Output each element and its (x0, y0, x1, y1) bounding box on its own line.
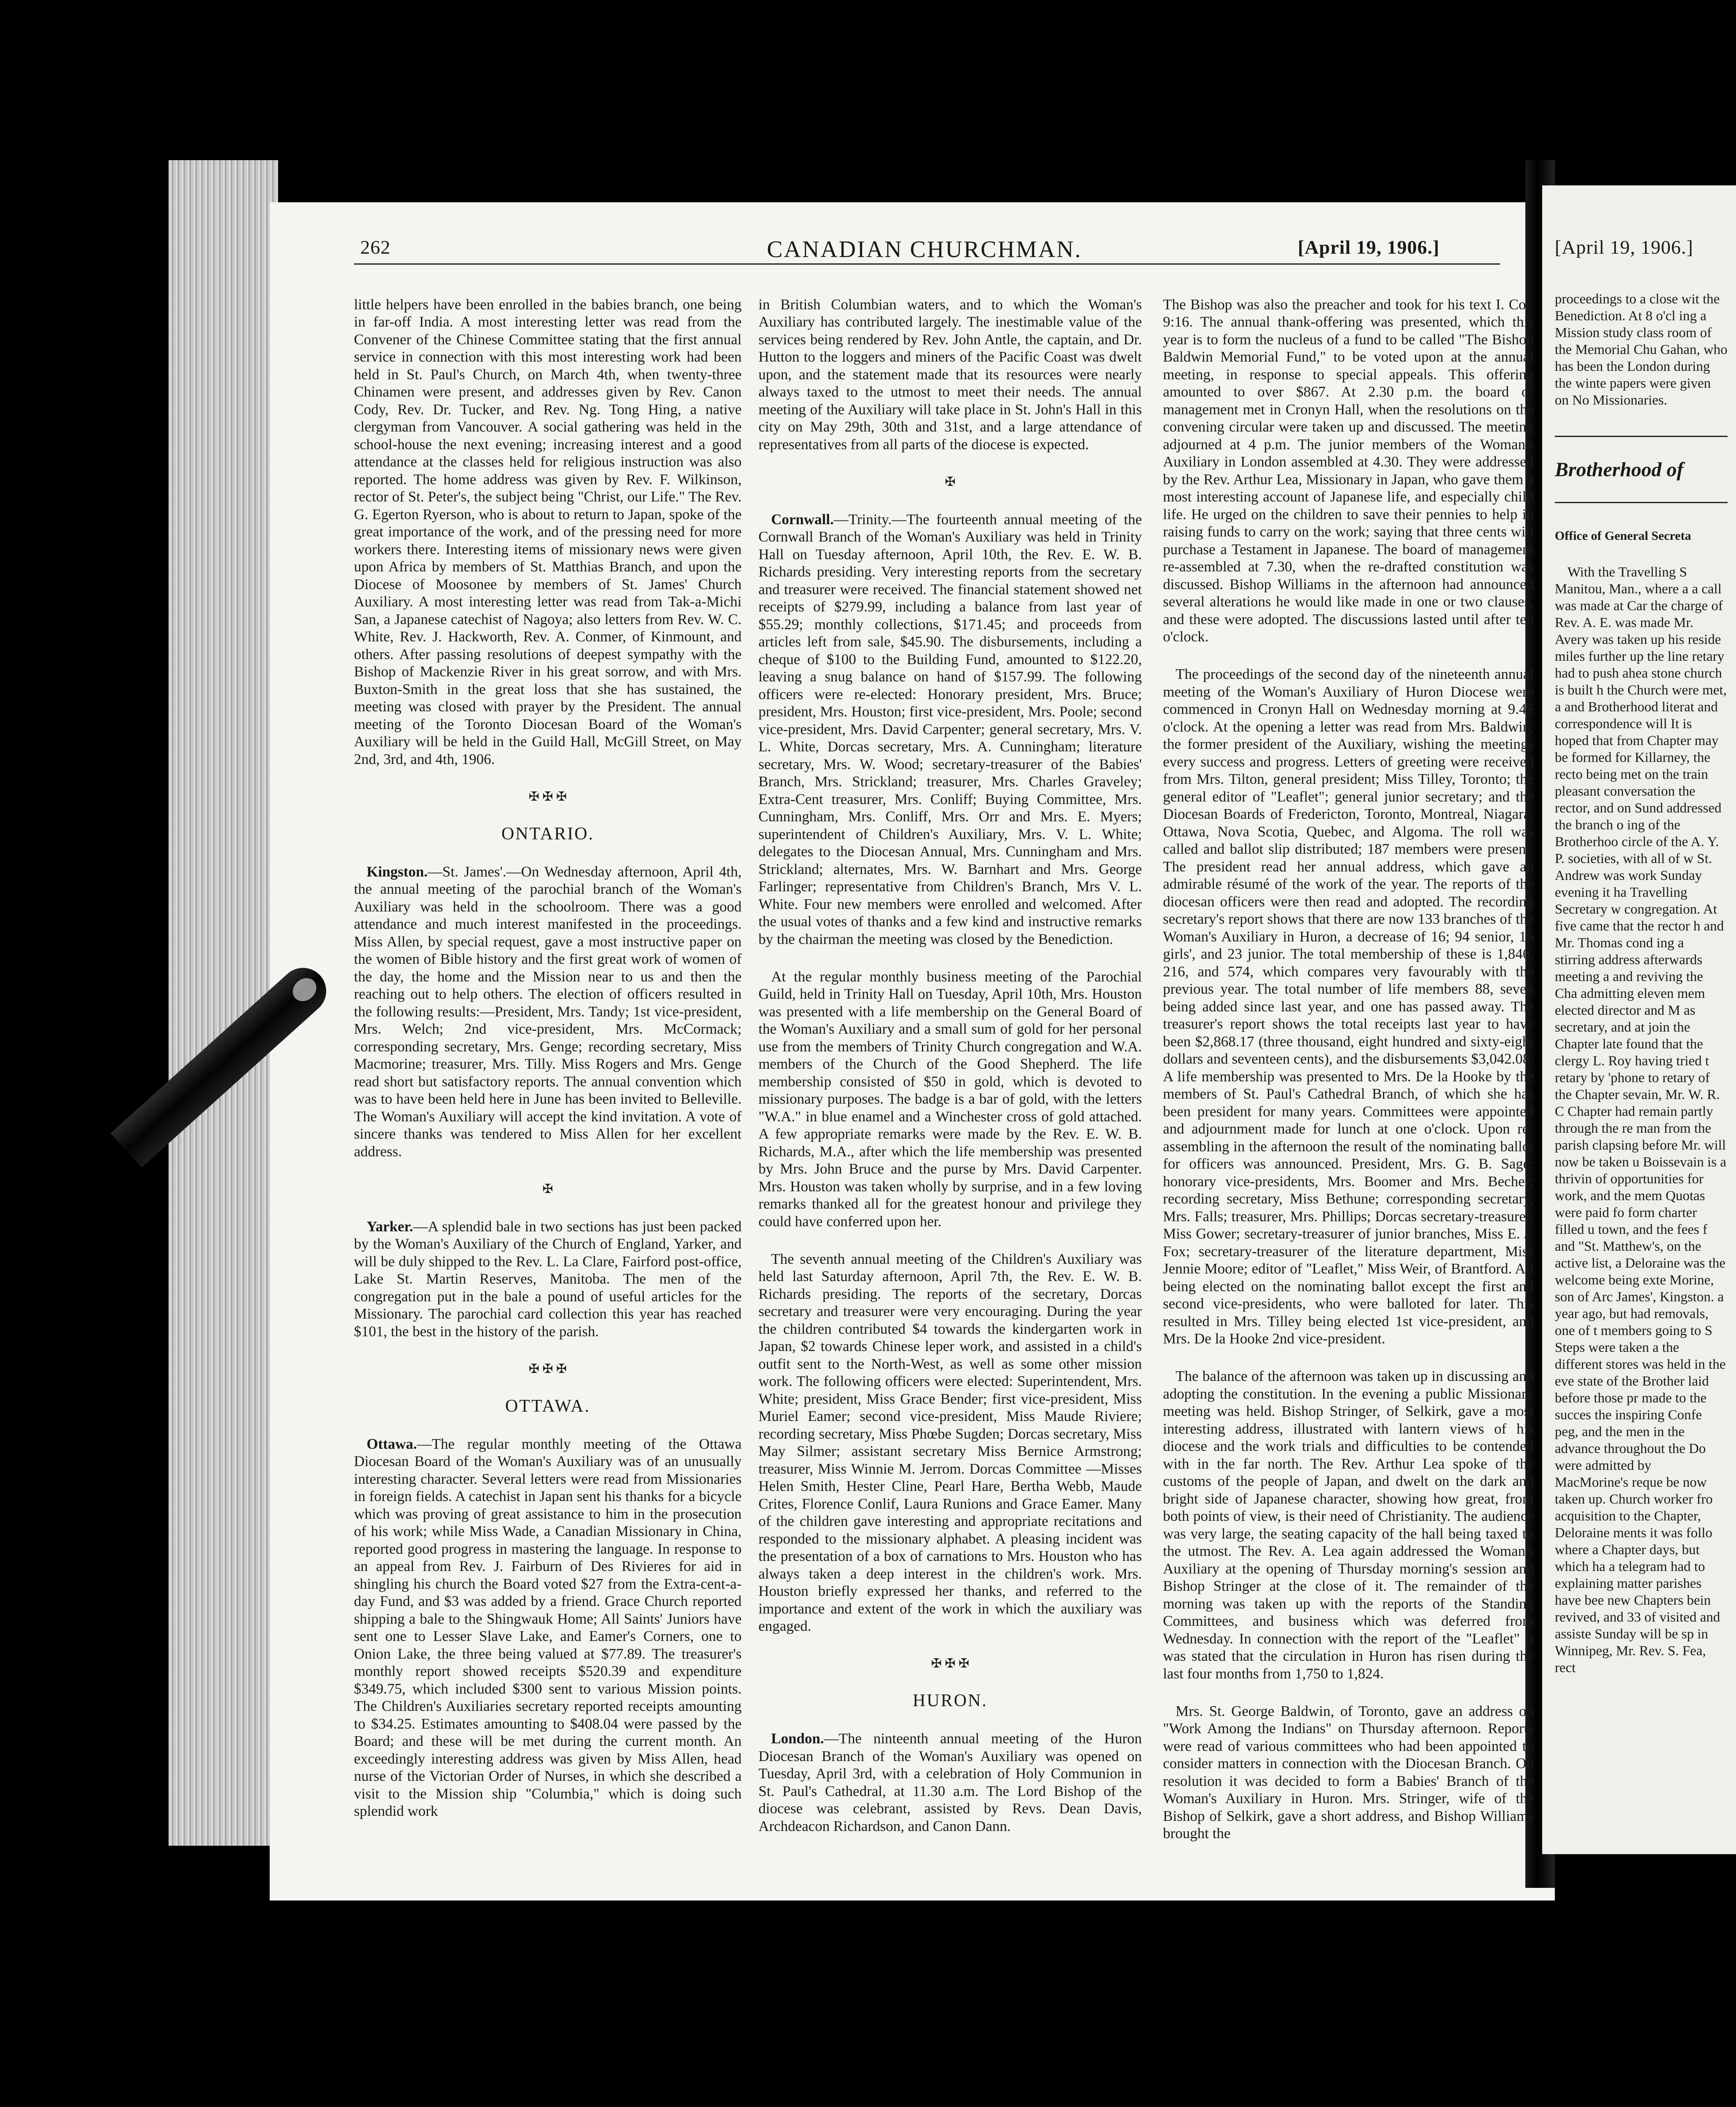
ornament: ✠ ✠ ✠ (528, 1362, 567, 1376)
huron-evening-paragraph: The balance of the afternoon was taken up in discussing and adopting the constitution. In the evening a public Missionary meeting was held. Bishop Stringer, of Selkirk, gave a most interesting address, illustrated with lantern views of his diocese and the work trials and difficulties to be contended with in the far north. The Rev. Arthur Lea spoke of the customs of the people of Japan, and dwelt on the dark and bright side of Japanese character, showing how great, from both points of view, is their need of Christianity. The audience was very large, the seating capacity of the hall being taxed to the utmost. The Rev. A. Lea again addressed the Woman's Auxiliary at the opening of Thursday morning's session and Bishop Stringer at the close of it. The remainder of the morning was taken up with the reports of the Standing Committees, and business which was deferred from Wednesday. In connection with the report of the "Leaflet" it was stated that the circulation in Huron has risen during the last four months from 1,750 to 1,824. (1163, 1368, 1534, 1682)
ottawa-text: —The regular monthly meeting of the Ottawa Diocesan Board of the Woman's Auxiliary was of an unusually interesting character. Several letters were read from Missionaries in foreign fields. A catechist in Japan sent his thanks for a bicycle which was proving of great assistance to him in the prosecution of his work; while Miss Wade, a Canadian Missionary in China, reported good progress in mastering the language. In response to an appeal from Rev. J. Fairburn of Des Rivieres for aid in shingling his church the Board voted $27 from the Extra-cent-a-day Fund, and $3 was added by a friend. Grace Church reported shipping a bale to the Shingwauk Home; All Saints' Juniors have sent one to Lesser Slave Lake, and Eamer's Corners, one to Onion Lake, the three being valued at $77.89. The treasurer's monthly report showed receipts $520.39 and expenditure $349.75, which included $300 sent to various Mission points. The Children's Auxiliaries secretary reported receipts amounting to $34.25. Estimates amounting to $408.04 were passed by the Board; and these will be met during the current month. An exceedingly interesting address was given by Miss Allen, head nurse of the Victorian Order of Nurses, in which she described a visit to the Mission ship "Columbia," which is doing such splendid work (354, 1435, 742, 1819)
section-heading-huron: HURON. (913, 1691, 988, 1710)
column-2 (758, 278, 1142, 1913)
parochial-guild-paragraph: At the regular monthly business meeting of the Parochial Guild, held in Trinity Hall on Tuesday, April 10th, Mrs. Houston was presented with a life membership on the General Board of the Woman's Auxiliary and a small sum of gold for her personal use from the members of Trinity Church congregation and W.A. members of the Church of the Good Shepherd. The life membership consisted of $50 in gold, which is devoted to missionary purposes. The badge is a bar of gold, with the letters "W.A." in blue enamel and a Winchester cross of gold attached. A few appropriate remarks were made by the Rev. E. W. B. Richards, M.A., after which the life membership was presented by Mrs. John Bruce and the purse by Mrs. David Carpenter. Mrs. Houston was taken wholly by surprise, and in a few loving remarks thanked all for the greatest honour and privilege they could have conferred upon her. (758, 968, 1142, 1230)
column-3 (1163, 278, 1534, 1913)
cornwall-text: —Trinity.—The fourteenth annual meeting of the Cornwall Branch of the Woman's Auxiliary was held in Trinity Hall on Tuesday afternoon, April 10th, the Rev. E. W. B. Richards presiding. Very interesting reports from the secretary and treasurer were received. The financial statement showed net receipts of $279.99, including a balance from last year of $55.29; monthly collections, $171.45; and proceeds from articles left from sale, $45.90. The disbursements, including a cheque of $100 to the Building Fund, amounted to $122.20, leaving a snug balance on hand of $157.99. The following officers were re-elected: Honorary president, Mrs. Bruce; president, Mrs. Houston; first vice-president, Mrs. Poole; second vice-president, Mrs. David Carpenter; general secretary, Mrs. V. L. White, Dorcas secretary, Mrs. A. Cunningham; literature secretary, Mrs. W. Wood; secretary-treasurer of the Babies' Branch, Mrs. Strickland; treasurer, Mrs. Charles Graveley; Extra-Cent treasurer, Mrs. Conliff; Buying Committee, Mrs. Cunningham, Mrs. Conliff, Mrs. Orr and Mrs. E. Myers; superintendent of Children's Auxiliary, Mrs. V. L. White; delegates to the Diocesan Annual, Mrs. Cunningham and Mrs. Strickland; alternates, Mrs. W. Barnhart and Mrs. George Farlinger; representative from Children's Branch, Mrs V. L. White. Four new members were enrolled and welcomed. After the usual votes of thanks and a few kind and instructive remarks by the chairman the meeting was closed by the Benediction. (758, 511, 1142, 947)
column-1 (354, 278, 742, 1913)
ornament: ✠ ✠ ✠ (931, 1657, 970, 1670)
newspaper-title: CANADIAN CHURCHMAN. (767, 236, 1082, 263)
ottawa-paragraph (354, 1435, 742, 1820)
right-page-date: [April 19, 1906.] (1555, 236, 1693, 258)
childrens-auxiliary-paragraph: The seventh annual meeting of the Children's Auxiliary was held last Saturday afternoon, April 7th, the Rev. E. W. B. Richards presiding. The reports of the secretary, Dorcas secretary and treasurer were very encouraging. During the year the children contributed $4 towards the kindergarten work in Japan, $2 towards Chinese leper work, and assisted in a child's outfit sent to the North-West, as well as some other mission work. The following officers were elected: Superintendent, Mrs. White; president, Miss Grace Bender; first vice-president, Miss Muriel Eamer; second vice-president, Miss Maude Riviere; recording secretary, Miss Phœbe Sugden; Dorcas secretary, Miss May Silmer; assistant secretary Miss Bernice Armstrong; treasurer, Miss Winnie M. Jerrom. Dorcas Committee —Misses Helen Smith, Hester Cline, Pearl Hare, Bertha Webb, Maude Crites, Florence Conlif, Laura Runions and Grace Eamer. Many of the children gave interesting and appropriate recitations and responded to the missionary alphabet. A pleasing incident was the presentation of a box of carnations to Mrs. Houston who has always taken a deep interest in the children's work. Mrs. Houston briefly expressed her thanks, and referred to the importance and extent of the work in which the auxiliary was engaged. (758, 1250, 1142, 1634)
office-subheading: Office of General Secreta (1555, 529, 1691, 543)
travelling-secretary-paragraph: With the Travelling S Manitou, Man., where a a call was made at Car the charge of Rev. A. E. was made Mr. Avery was taken up his reside miles further up the line retary had to push ahea stone church is built h the Church were met, a and Brotherhood literat and correspondence will It is hoped that from Chapter may be formed for Killarney, the recto being met on the train pleasant conversation the rector, and on Sund addressed the branch o ing of the Brotherhoo circle of the A. Y. P. societies, with all of w St. Andrew was work Sunday evening it ha Travelling Secretary w congregation. At five came that the rector h and Mr. Thomas cond ing a stirring address afterwards meeting a and reviving the Cha admitting eleven mem elected director and M as secretary, and at join the Chapter late found that the clergy L. Roy having tried t retary by 'phone to retary of the Chapter sevain, Mr. W. R. C Chapter had remain partly through the re man from the parish clapsing before Mr. will now be taken u Boissevain is a thrivin of opportunities for work, and the mem Quotas were paid fo form charter filled u town, and the fees f and "St. Matthew's, on the active list, a Deloraine was the welcome being exte Morine, son of Arc James', Kingston. a year ago, but had removals, one of t members going to S Steps were taken a the different stores was held in the eve state of the Brother laid before those pr made to the succes the inspiring Confe peg, and the men in the advance throughout the Do were admitted by MacMorine's reque be now taken up. Church worker fro acquisition to the Chapter, Deloraine ments it was follo where a Chapter days, but which ha a telegram had to explaining matter parishes have bee new Chapters bein revived, and 33 of visited and assiste Sunday will be sp in Winnipeg, Mr. Rev. S. Fea, rect (1555, 565, 1727, 1675)
yarker-paragraph (354, 1218, 742, 1340)
ottawa-lead: Ottawa. (367, 1435, 417, 1452)
london-text: —The ninteenth annual meeting of the Huron Diocesan Branch of the Woman's Auxiliary was opened on Tuesday, April 3rd, with a celebration of Holy Communion in St. Paul's Cathedral, at 11.30 a.m. The Lord Bishop of the diocese was celebrant, assisted by Revs. Dean Davis, Archdeacon Richardson, and Canon Dann. (758, 1730, 1142, 1834)
section-rule (1555, 436, 1728, 437)
kingston-text: —St. James'.—On Wednesday afternoon, April 4th, the annual meeting of the parochial branch of the Woman's Auxiliary was held in the schoolroom. There was a good attendance and much interest manifested in the proceedings. Miss Allen, by special request, gave a most instructive paper on the women of Bible history and the first great work of women of the day, the home and the Mission near to us and then the reaching out to help others. The election of officers resulted in the following results:—President, Mrs. Tandy; 1st vice-president, Mrs. Welch; 2nd vice-president, Mrs. McCormack; corresponding secretary, Mrs. Genge; recording secretary, Miss Macmorine; treasurer, Mrs. Tilly. Miss Rogers and Mrs. Genge read short but satisfactory reports. The annual convention which was to have been held here in June has been invited to Belleville. The Woman's Auxiliary will accept the kind invitation. A vote of sincere thanks was tendered to Miss Allen for her excellent address. (354, 863, 742, 1160)
london-lead: London. (771, 1730, 824, 1747)
ornament: ✠ (542, 1182, 553, 1196)
london-paragraph (758, 1730, 1142, 1835)
yarker-text: —A splendid bale in two sections has just been packed by the Woman's Auxiliary of the Church of England, Yarker, and will be duly shipped to the Rev. L. La Clare, Fairford post-office, Lake St. Martin Reserves, Manitoba. The men of the congregation put in the bale a pound of useful articles for the Missionary. The parochial card collection this year has reached $101, the best in the history of the parish. (354, 1218, 742, 1340)
ornament: ✠ (945, 474, 956, 489)
right-page-opening-paragraph: proceedings to a close wit the Benediction. At 8 o'cl ing a Mission study class room of the Memorial Chu Gahan, who has been the London during the winte papers were given on No Missionaries. (1555, 292, 1728, 408)
issue-date: [April 19, 1906.] (1298, 236, 1440, 258)
huron-second-day-paragraph: The proceedings of the second day of the nineteenth annual meeting of the Woman's Auxiliary of Huron Diocese were commenced in Cronyn Hall on Wednesday morning at 9.45 o'clock. At the opening a letter was read from Mrs. Baldwin, the former president of the Auxiliary, wishing the meetings every success and progress. Letters of greeting were received from Mrs. Tilton, general president; Miss Tilley, Toronto; the general editor of "Leaflet"; general junior secretary; and the Diocesan Boards of Fredericton, Toronto, Montreal, Niagara, Ottawa, Nova Scotia, Quebec, and Algoma. The roll was called and ballot slip distributed; 187 members were present. The president read her annual address, which gave an admirable résumé of the work of the year. The reports of the diocesan officers were then read and adopted. The recording secretary's report shows that there are now 133 branches of the Woman's Auxiliary in Huron, a decrease of 16; 94 senior, 16 girls', and 23 junior. The total membership of these is 1,846, 216, and 574, which compares very favourably with the previous year. The total number of life members 88, seven being added since last year, and one has passed away. The treasurer's report shows the total receipts last year to have been $2,868.17 (three thousand, eight hundred and sixty-eight dollars and seventeen cents), and the disbursements $3,042.08. A life membership was presented to Mrs. De la Hooke by the members of St. Paul's Cathedral Branch, of which she has been president for many years. Committees were appointed and adjournment made for lunch at one o'clock. Upon re-assembling in the afternoon the result of the nominating ballot for officers was announced. President, Mrs. G. B. Sage; honorary vice-presidents, Mrs. Boomer and Mrs. Becher; recording secretary, Miss Bethune; corresponding secretary, Mrs. Falls; treasurer, Mrs. Phillips; Dorcas secretary-treasurer, Miss Gower; secretary-treasurer of junior branches, Miss E. J. Fox; secretary-treasurer of the literature department, Miss Jennie Moore; editor of "Leaflet," Miss Weir, of Brantford. All being elected on the nominating ballot except the first and second vice-presidents, who were balloted for later. This resulted in Mrs. Tilley being elected 1st vice-president, and Mrs. De la Hooke 2nd vice-president. (1163, 666, 1534, 1347)
huron-thursday-paragraph: Mrs. St. George Baldwin, of Toronto, gave an address on "Work Among the Indians" on Thursday afternoon. Reports were read of various committees who had been appointed to consider matters in connection with the Diocesan Branch. On resolution it was decided to form a Babies' Branch of the Woman's Auxiliary in Huron. Mrs. Stringer, wife of the Bishop of Selkirk, gave a short address, and Bishop Williams brought the (1163, 1702, 1534, 1842)
columbia-paragraph: in British Columbian waters, and to which the Woman's Auxiliary has contributed largely. The inestimable value of the services being rendered by Rev. John Antle, the captain, and Dr. Hutton to the loggers and miners of the Pacific Coast was dwelt upon, and the statement made that its resources were nearly always taxed to the utmost to meet their needs. The annual meeting of the Auxiliary will take place in St. John's Hall in this city on May 29th, 30th and 31st, and a large attendance of representatives from all parts of the diocese is expected. (758, 296, 1142, 453)
kingston-lead: Kingston. (367, 863, 428, 880)
cornwall-paragraph (758, 511, 1142, 948)
yarker-lead: Yarker. (367, 1218, 413, 1235)
cornwall-lead: Cornwall. (771, 511, 834, 528)
section-rule (1555, 502, 1728, 503)
kingston-paragraph (354, 863, 742, 1161)
toronto-report-end: little helpers have been enrolled in the babies branch, one being in far-off India. A most interesting letter was read from the Convener of the Chinese Committee stating that the first annual service in connection with this most interesting work had been held in St. Paul's Church, on March 4th, when twenty-three Chinamen were present, and addresses given by Rev. Canon Cody, Rev. Dr. Tucker, and Rev. Ng. Tong Hing, a native clergyman from Vancouver. A social gathering was held in the school-house the next evening; increasing interest and a good attendance at the classes held for religious instruction was also reported. The home address was given by Rev. F. Wilkinson, rector of St. Peter's, the subject being "Christ, our Life." The Rev. G. Egerton Ryerson, who is about to return to Japan, spoke of the great importance of the work, and of the pressing need for more workers there. Interesting items of missionary news were given upon Africa by members of St. Matthias Branch, and upon the Diocese of Moosonee by members of St. James' Church Auxiliary. A most interesting letter was read from Tak-a-Michi San, a Japanese catechist of Nagoya; also letters from Rev. W. C. White, Rev. J. Hackworth, Rev. A. Conmer, of Kinmount, and others. After passing resolutions of deepest sympathy with the Bishop of Mackenzie River in his great sorrow, and with Mrs. Buxton-Smith in the great loss that she has sustained, the meeting was closed with prayer by the President. The annual meeting of the Toronto Diocesan Board of the Woman's Auxiliary will be held in the Guild Hall, McGill Street, on May 2nd, 3rd, and 4th, 1906. (354, 296, 742, 767)
section-heading-ontario: ONTARIO. (501, 824, 595, 844)
huron-first-day-paragraph: The Bishop was also the preacher and took for his text I. Cor. 9:16. The annual thank-offering was presented, which this year is to form the nucleus of a fund to be called "The Bishop Baldwin Memorial Fund," to be voted upon at the annual meeting, in response to special appeals. This offering amounted to over $867. At 2.30 p.m. the board of management met in Cronyn Hall, when the resolutions on the convening circular were taken up and discussed. The meeting adjourned at 4 p.m. The junior members of the Woman's Auxiliary in London assembled at 4.30. They were addressed by the Rev. Arthur Lea, Missionary in Japan, who gave them a most interesting account of Japanese life, and especially child life. He urged on the children to save their pennies to help in raising funds to carry on the work; saying that three cents will purchase a Testament in Japanese. The board of management re-assembled at 7.30, when the re-drafted constitution was discussed. Bishop Williams in the afternoon had announced several alterations he would like made in one or two clauses, and these were adopted. The discussions lasted until after ten o'clock. (1163, 296, 1534, 645)
section-heading-ottawa: OTTAWA. (505, 1396, 591, 1416)
page-number: 262 (360, 236, 391, 258)
header-rule (354, 263, 1500, 265)
ornament: ✠ ✠ ✠ (528, 789, 567, 804)
column-4-right-page (1555, 274, 1728, 1892)
brotherhood-heading: Brotherhood of (1555, 458, 1684, 481)
